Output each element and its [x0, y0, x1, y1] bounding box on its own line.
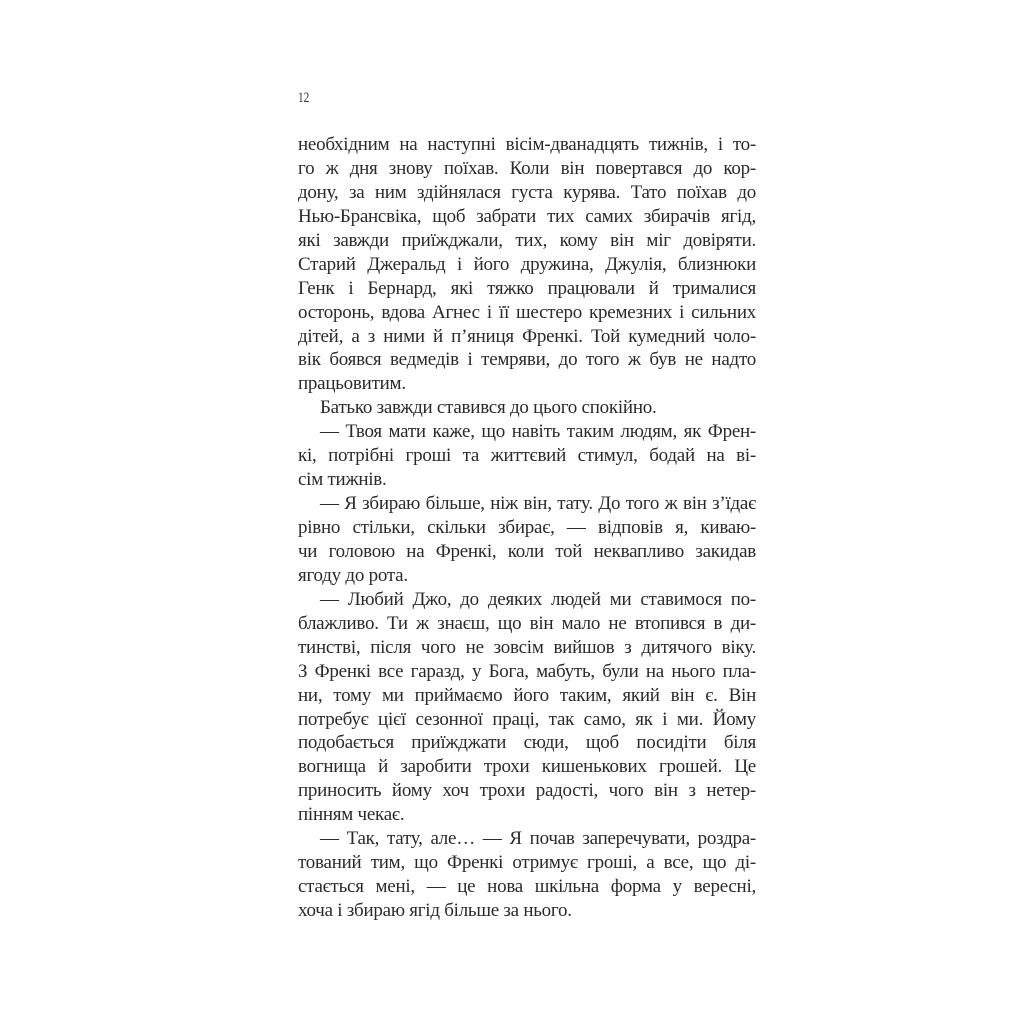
text-line: стається мені, — це нова шкільна форма у вересні,: [298, 876, 756, 898]
text-line: З Френкі все гаразд, у Бога, мабуть, були на нього пла-: [298, 660, 756, 682]
text-line: — Твоя мати каже, що навіть таким людям, як Френ-: [320, 421, 756, 443]
text-line: Батько завжди ставився до цього спокійно.: [320, 397, 657, 419]
text-line: дітей, а з ними й п’яниця Френкі. Той кумедний чоло-: [298, 325, 756, 347]
text-line: кі, потрібні гроші та життєвий стимул, бодай на ві-: [298, 445, 756, 467]
text-line: пінням чекає.: [298, 804, 405, 826]
text-line: ни, тому ми приймаємо його таким, який він є. Він: [298, 684, 756, 706]
text-line: необхідним на наступні вісім-дванадцять тижнів, і то-: [298, 134, 756, 155]
body-text: [298, 133, 756, 923]
text-line: хоча і збираю ягід більше за нього.: [298, 900, 572, 921]
text-line: блажливо. Ти ж знаєш, що він мало не втопився в ди-: [298, 612, 756, 634]
text-line: Нью-Брансвіка, щоб забрати тих самих збирачів ягід,: [298, 205, 756, 227]
text-line: рівно стільки, скільки збирає, — відповів я, киваю-: [298, 517, 756, 538]
text-line: го ж дня знову поїхав. Коли він повертався до кор-: [298, 157, 756, 179]
text-line: осторонь, вдова Агнес і її шестеро кремезних і сильних: [298, 301, 756, 323]
text-line: Старий Джеральд і його дружина, Джулія, близнюки: [298, 253, 756, 275]
text-line: тований тим, що Френкі отримує гроші, а все, що ді-: [298, 852, 756, 874]
text-line: сім тижнів.: [298, 469, 387, 491]
page-number: 12: [298, 90, 310, 106]
text-line: працьовитим.: [298, 373, 406, 395]
text-line: Генк і Бернард, які тяжко працювали й трималися: [298, 277, 756, 299]
text-line: — Любий Джо, до деяких людей ми ставимося по-: [320, 588, 756, 610]
text-line: — Так, тату, але… — Я почав заперечувати, роздра-: [320, 828, 756, 850]
text-line: дону, за ним здійнялася густа курява. Тато поїхав до: [298, 181, 756, 203]
text-line: чи головою на Френкі, коли той неквапливо закидав: [298, 540, 756, 562]
text-line: приносить йому хоч трохи радості, чого він з нетер-: [298, 780, 756, 802]
text-line: потребує цієї сезонної праці, так само, як і ми. Йому: [298, 708, 756, 730]
text-line: вік боявся ведмедів і темряви, до того ж був не надто: [298, 349, 756, 371]
text-line: тинстві, після чого не зовсім вийшов з дитячого віку.: [298, 636, 756, 658]
text-line: які завжди приїжджали, тих, кому він міг довіряти.: [298, 229, 756, 251]
text-line: вогнища й заробити трохи кишенькових грошей. Це: [298, 756, 756, 778]
text-line: подобається приїжджати сюди, щоб посидіти біля: [298, 732, 756, 754]
text-line: — Я збираю більше, ніж він, тату. До того ж він з’їдає: [320, 493, 756, 515]
text-line: ягоду до рота.: [298, 564, 408, 586]
